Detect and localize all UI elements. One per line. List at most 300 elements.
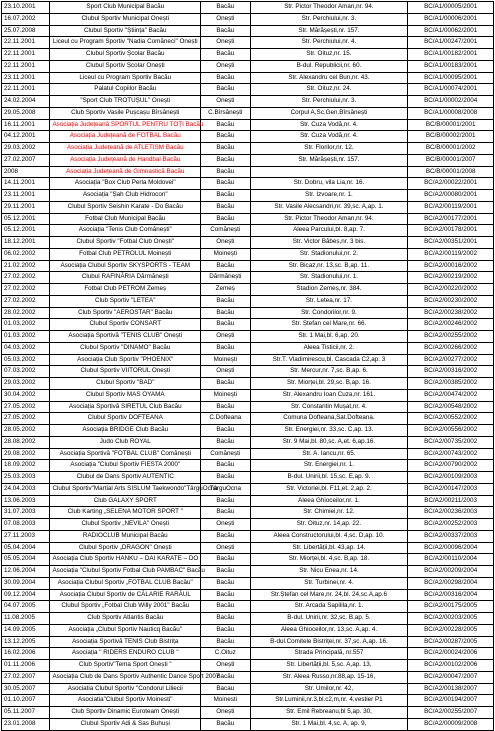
city-cell: Bacău [201,378,251,390]
registration-date-cell: 22.11.2001 [2,84,50,96]
registration-date-cell: 22.11.2001 [2,60,50,72]
registration-date-cell: 31.07.2003 [2,507,50,519]
address-cell: Str. Emil Rebreanu,bl 5,ap. 30, [250,707,408,719]
registration-date-cell: 28.05.2002 [2,425,50,437]
city-cell: Bacău [201,472,251,484]
city-cell: Bacău [201,566,251,578]
city-cell: Onești [201,366,251,378]
address-cell: Str. Dobru, vila Lia,nr. 16. [250,178,408,190]
table-row [2,542,494,554]
registration-code-cell: BC/A2/00277/2002 [408,354,494,366]
registration-date-cell: 29.11.2001 [2,201,50,213]
registration-code-cell: BC/A2/00351/2001 [408,237,494,249]
registration-date-cell: 30.05.2007 [2,683,50,695]
table-row [2,190,494,202]
club-name-cell: Asociația Clubul Sportiv SKYSPORTS - TEAM [50,260,201,272]
table-row [2,13,494,25]
registration-code-cell: BC/A2/00109/2003 [408,472,494,484]
city-cell: Moinești [201,248,251,260]
registration-date-cell: 04.12.2001 [2,131,50,143]
registration-code-cell: BC/B/00001/2002 [408,143,494,155]
city-cell: Onești [201,60,251,72]
city-cell: Onești [201,13,251,25]
registration-code-cell: BC/A2/00219/2002 [408,272,494,284]
registration-date-cell: 13.12.2005 [2,636,50,648]
club-name-cell: Asociația Sportivă "TENIS CLUB" Onești [50,331,201,343]
club-name-cell: Asociația Clubul Sportiv „FOTBAL CLUB Bacău" [50,577,201,589]
registry-table [1,1,494,731]
address-cell: Str. Perchiului,nr. 3. [250,96,408,108]
club-name-cell: Clubul Sportiv „NEVILA" Onești [50,519,201,531]
table-row [2,483,494,495]
registration-code-cell: BC/A2/00230/2002 [408,295,494,307]
city-cell: Bacău [201,201,251,213]
club-name-cell: Asociația Județeană de ATLETISM Bacău [50,143,201,155]
registration-code-cell: BC/A1/00182/2001 [408,49,494,61]
registration-date-cell: 05.11.2007 [2,707,50,719]
address-cell: Str. Energiei,nr. 33,sc. C,ap. 13. [250,425,408,437]
table-row [2,601,494,613]
registration-date-cell: 22.11.2001 [2,49,50,61]
registration-code-cell: BC/A2/00177/2001 [408,213,494,225]
registration-code-cell: BC/A2/00287/2005 [408,636,494,648]
city-cell: Bacău [201,577,251,589]
club-name-cell: Asociația Club Sportiv "PHOENIX" [50,354,201,366]
club-name-cell: Asociația "Tenis Club Comănești" [50,225,201,237]
city-cell: Bacău [201,260,251,272]
table-row [2,60,494,72]
address-cell: Comuna Dofteana,Sat.Dofteana. [250,413,408,425]
registration-date-cell: 29.03.2002 [2,143,50,155]
registration-date-cell: 25.03.2003 [2,472,50,484]
address-cell: Str.Luminii,nr.3,bl.c2,m,nr. 4,vestier P1 [250,695,408,707]
table-row [2,436,494,448]
address-cell: B-dul.Comitele Bistriței,nr. 37,sc. A,ap. 16. [250,636,408,648]
address-cell: Stadion Zemeș,nr. 384. [250,284,408,296]
city-cell: Comănești [201,225,251,237]
registration-date-cell: 16.07.2002 [2,13,50,25]
table-row [2,72,494,84]
city-cell: Onești [201,96,251,108]
table-row [2,683,494,695]
table-row [2,366,494,378]
club-name-cell: Club Sportiv Vasile Pușcașu Bîrsănești [50,107,201,119]
table-row [2,660,494,672]
city-cell: Bacău [201,49,251,61]
registration-date-cell: 27.05.2002 [2,401,50,413]
table-row [2,49,494,61]
table-row [2,636,494,648]
club-name-cell: Asociația "Clubul Sportiv FIESTA 2000" [50,460,201,472]
registration-date-cell: 21.02.2002 [2,260,50,272]
registration-code-cell: BC/A2/00022/2001 [408,178,494,190]
address-cell: B-dul. Unirii,bl. 15,sc. E,ap. 9. [250,472,408,484]
registration-code-cell: BC/A2/00175/2005 [408,601,494,613]
registration-date-cell: 01.10.2007 [2,695,50,707]
city-cell: Bacău [201,589,251,601]
club-name-cell: Asociația Clubul Sportiv de CĂLARIE RARĂUL [50,589,201,601]
city-cell: Moinesti [201,695,251,707]
address-cell: Str. A. Iancu,nr. 65. [250,448,408,460]
table-row [2,237,494,249]
club-name-cell: Asociația Județeană de Handbal Bacău [50,154,201,166]
table-row [2,295,494,307]
club-name-cell: RADIOCLUB Municipal Bacău [50,530,201,542]
registration-date-cell: 04.03.2002 [2,342,50,354]
address-cell: Str. Oituz,nr. 15. [250,49,408,61]
registration-date-cell: 13.06.2003 [2,495,50,507]
club-name-cell: Asociatia"Clubul Sportiv Moinesti" [50,695,201,707]
address-cell: Str. Cuza Vodă,nr. 4. [250,131,408,143]
club-name-cell: Asociația „Clubul Sportiv Nauticq Bacău" [50,624,201,636]
table-row [2,671,494,683]
registration-code-cell: BC/A2/00096/2004 [408,542,494,554]
table-row [2,448,494,460]
table-row [2,695,494,707]
registration-code-cell: BC/A2/00255/2007 [408,707,494,719]
registration-code-cell: BC/A1/00002/2004 [408,96,494,108]
club-name-cell: Clubul Sportiv Școlar Onești [50,60,201,72]
registration-date-cell: 27.11.2003 [2,530,50,542]
registration-date-cell: 23.01.2008 [2,718,50,730]
table-row [2,225,494,237]
city-cell: Bacău [201,436,251,448]
city-cell: Bacău [201,295,251,307]
registration-date-cell: 29.05.2008 [2,107,50,119]
registration-date-cell: 27.02.2002 [2,272,50,284]
registration-code-cell: BC/A1/00008/2008 [408,107,494,119]
table-row [2,307,494,319]
club-name-cell: Club Sportiv "LETEA" [50,295,201,307]
table-row [2,131,494,143]
club-name-cell: Club Sportiv"Tema Sport Onești " [50,660,201,672]
city-cell: Bacău [201,613,251,625]
club-name-cell: Clubul Sportiv „DRAGON" Onești [50,542,201,554]
table-row [2,213,494,225]
club-name-cell: Clubul Sportiv "Fotbal Club Onești" [50,237,201,249]
address-cell: Str. Florilor,nr. 12. [250,143,408,155]
club-name-cell: Clubul Sportiv MAS OYAMA [50,389,201,401]
city-cell: TârguOcna [201,483,251,495]
registration-code-cell: BC/A2/00009/2008 [408,718,494,730]
registration-date-cell: 01.03.2002 [2,319,50,331]
club-name-cell: Asociația Club Sportiv HANKU – DAI KARATE – DO [50,554,201,566]
address-cell: Str. Mărășești,nr. 157. [250,25,408,37]
registration-code-cell: BC/A1/00247/2001 [408,37,494,49]
address-cell: Str. Victoriei,bl. F11,et. 2,ap. 2. [250,483,408,495]
registration-code-cell: BC/A2/00385/2002 [408,378,494,390]
registry-table-body [2,2,494,731]
club-name-cell: Club Sportiv Atlantis Bacău [50,613,201,625]
registration-code-cell: BC/A2/00047/2007 [408,671,494,683]
address-cell: Str. Condorilor,nr. 9. [250,307,408,319]
registration-date-cell: 23.11.2001 [2,72,50,84]
city-cell: Bacău [201,495,251,507]
registration-date-cell: 23.10.2001 [2,2,50,14]
address-cell: Str. Izvoare,nr. 1. [250,190,408,202]
address-cell: Str. Constantin Mușat,nr. 4. [250,401,408,413]
registration-code-cell: BC/A2/00102/2006 [408,660,494,672]
address-cell: Str. Oituz,nr. 14,ap. 22. [250,519,408,531]
registration-date-cell: 25.07.2008 [2,25,50,37]
club-name-cell: Clubul Sportiv "BAD" [50,378,201,390]
table-row [2,96,494,108]
city-cell: Bacău [201,84,251,96]
registration-date-cell: 06.02.2002 [2,248,50,260]
city-cell: Bacău [201,507,251,519]
city-cell: Bacău [201,131,251,143]
table-row [2,166,494,178]
table-row [2,566,494,578]
club-name-cell: Fotbal Club PETROM Zemeș [50,284,201,296]
registration-date-cell: 16.02.2006 [2,648,50,660]
registration-date-cell: 24.02.2004 [2,96,50,108]
registration-code-cell: BC/A2/00228/2005 [408,624,494,636]
city-cell: Bacău [201,636,251,648]
address-cell: Aleea Parcului,bl. 8,ap. 7. [250,225,408,237]
address-cell: Aleea Constructorului,bl. 4,sc. D,ap. 10. [250,530,408,542]
address-cell: Str. Pictor Theodor Aman,nr. 94. [250,2,408,14]
table-row [2,331,494,343]
address-cell: Str. Perchiului,nr. 3. [250,13,408,25]
table-row [2,272,494,284]
address-cell: Str. Bicaz,nr. 13,sc. B,ap. 11. [250,260,408,272]
club-name-cell: "Sport Club TROTUȘUL" Onești [50,96,201,108]
address-cell: Str. 1 Mai,bl. 6,ap. 20. [250,331,408,343]
city-cell: Onești [201,660,251,672]
registration-date-cell: 05.12.2001 [2,225,50,237]
city-cell: Onești [201,237,251,249]
club-name-cell: Liceul cu Program Sportiv Bacău [50,72,201,84]
table-row [2,84,494,96]
table-row [2,342,494,354]
registration-code-cell: BC/A2/00337/2003 [408,530,494,542]
city-cell: Bacău [201,624,251,636]
address-cell: Aleea Tisticii,nr. 2. [250,342,408,354]
registration-date-cell: 07.08.2003 [2,519,50,531]
registration-date-cell: 18.09.2002 [2,460,50,472]
registration-code-cell: BC/A2/00110/2004 [408,554,494,566]
city-cell: Bacău [201,425,251,437]
registration-date-cell: 01.11.2006 [2,660,50,672]
registration-date-cell: 30.09.2004 [2,577,50,589]
city-cell: Bacău [201,460,251,472]
city-cell: C.Bîrsănești [201,107,251,119]
club-name-cell: Asociația Club de Dans Sportiv Authentic Dance Sport 2007 [50,671,201,683]
city-cell: Bacău [201,2,251,14]
registration-code-cell: BC/A2/00790/2002 [408,460,494,472]
registration-code-cell: BC/A2/00220/2002 [408,284,494,296]
table-row [2,401,494,413]
address-cell: Str. Victor Băbeș,nr. 3 bis. [250,237,408,249]
address-cell: Str. Stadionului,nr. 2. [250,248,408,260]
club-name-cell: Palatul Copiilor Bacău [50,84,201,96]
club-name-cell: Asociația Județeană de FOTBAL Bacău [50,131,201,143]
registration-code-cell: BC/A2/00194/2007 [408,695,494,707]
club-name-cell: Clubul de Dans Sportiv AUTENTIC [50,472,201,484]
table-row [2,530,494,542]
city-cell: Bacau [201,683,251,695]
address-cell: Str. Alexandru cel Bun,nr. 43. [250,72,408,84]
registration-code-cell: BC/A2/00119/2001 [408,201,494,213]
registration-code-cell: BC/A2/00548/2002 [408,401,494,413]
club-name-cell: Liceul cu Program Sportiv "Nadia Comăneci" Onești [50,37,201,49]
table-row [2,248,494,260]
club-name-cell: Asociația "Șah Club Hidrocon" [50,190,201,202]
table-row [2,648,494,660]
registration-code-cell: BC/A2/00552/2002 [408,413,494,425]
registration-date-cell: 14.11.2001 [2,178,50,190]
registration-date-cell: 09.12.2004 [2,589,50,601]
registration-date-cell: 05.05.2004 [2,554,50,566]
table-row [2,554,494,566]
registration-date-cell: 27.02.2007 [2,154,50,166]
address-cell: Str. Arcada Sapilila,nr. 1. [250,601,408,613]
table-row [2,143,494,155]
registration-date-cell: 16.11.2001 [2,119,50,131]
club-name-cell: Club Sportiv "AEROSTAR" Bacău [50,307,201,319]
city-cell: Onești [201,37,251,49]
club-name-cell: Asociația Sportivă TENIS Club Bistrița [50,636,201,648]
city-cell: Comănești [201,448,251,460]
city-cell: C.Dofteana [201,413,251,425]
table-row [2,119,494,131]
address-cell: Str. Perchiului,nr. 4. [250,37,408,49]
city-cell: Bacău [201,307,251,319]
registration-code-cell: BC/A2/00119/2002 [408,248,494,260]
registration-date-cell: 24.04.2003 [2,483,50,495]
city-cell: Bacău [201,143,251,155]
table-row [2,107,494,119]
table-row [2,25,494,37]
registration-code-cell: BC/A2/00211/2003 [408,495,494,507]
registration-date-cell: 05.04.2004 [2,542,50,554]
registration-code-cell: BC/A2/00316/2004 [408,589,494,601]
table-row [2,624,494,636]
registration-date-cell: 01.03.2002 [2,331,50,343]
club-name-cell: Clubul Sportiv VIITORUL Onești [50,366,201,378]
city-cell: C.Oituz [201,648,251,660]
registration-date-cell: 27.02.2002 [2,284,50,296]
table-row [2,260,494,272]
club-name-cell: Clubul Sportiv Seishin Karate - Do Bacău [50,201,201,213]
address-cell: Str. Letea,nr. 17. [250,295,408,307]
city-cell: Onești [201,707,251,719]
table-row [2,472,494,484]
registration-code-cell: BC/A2/00266/2002 [408,342,494,354]
address-cell: Str.T. Vladimirescu,bl. Cascada C2,ap. 3 [250,354,408,366]
registration-date-cell: 22.11.2001 [2,37,50,49]
table-row [2,354,494,366]
registration-date-cell: 30.04.2002 [2,389,50,401]
table-row [2,284,494,296]
registration-date-cell: 28.08.2002 [2,436,50,448]
club-name-cell: Club GALAXY SPORT [50,495,201,507]
address-cell: Str. Miorței,bl. 4,sc. B,ap. 18. [250,554,408,566]
registration-code-cell: BC/A2/00255/2002 [408,331,494,343]
table-row [2,201,494,213]
city-cell: Bacău [201,401,251,413]
city-cell: Dărmănești [201,272,251,284]
registration-code-cell: BC/A2/00016/2002 [408,260,494,272]
club-name-cell: Clubul Sportiv CONSART [50,319,201,331]
address-cell: Str. Libertății,bl. 43,ap. 14. [250,542,408,554]
registration-code-cell: BC/A1/00183/2001 [408,60,494,72]
city-cell: Bacău [201,213,251,225]
registration-date-cell: 05.03.2002 [2,354,50,366]
city-cell: Bacău [201,554,251,566]
table-row [2,613,494,625]
address-cell: Str. Mercur,nr. 7,sc. B,ap. 6. [250,366,408,378]
city-cell: Bacău [201,166,251,178]
registration-code-cell: BC/A2/00147/2003 [408,483,494,495]
city-cell: Onești [201,331,251,343]
registration-date-cell: 12.06.2004 [2,566,50,578]
table-row [2,413,494,425]
registration-code-cell: BC/A2/00138/2007 [408,683,494,695]
table-row [2,460,494,472]
registration-date-cell: 18.12.2001 [2,237,50,249]
registration-code-cell: BC/B/00001/2001 [408,119,494,131]
club-name-cell: Clubul Sportiv "Știința" Bacău [50,25,201,37]
club-name-cell: Clubul Sportiv Adi & Sas Buhuși [50,718,201,730]
registration-code-cell: BC/A2/00474/2002 [408,389,494,401]
address-cell: Str. 9 Mai,bl. 80,sc. A,et. 6,ap.16. [250,436,408,448]
city-cell: Bacău [201,178,251,190]
club-name-cell: Club Karting „SELENA MOTOR SPORT " [50,507,201,519]
club-name-cell: Clubul Sportiv DOFTEANA [50,413,201,425]
registration-code-cell: BC/A1/00095/2001 [408,72,494,84]
address-cell: Corpul A,Sc.Gen.Bîrsănești [250,107,408,119]
address-cell: Strada Principală, nr.557 [250,648,408,660]
club-name-cell: Fotbal Club Municipal Bacău [50,213,201,225]
registration-code-cell: BC/A2/00203/2005 [408,613,494,625]
address-cell: Str. Pictor Theodor Aman,nr. 94. [250,213,408,225]
club-name-cell: Asociația Județeană SPORTUL PENTRU TOȚI Bacău [50,119,201,131]
registration-date-cell: 14.09.2005 [2,624,50,636]
address-cell: B-dul. Republicii,nr. 60. [250,60,408,72]
address-cell: Aleea Ghioceilor,nr. 1. [250,495,408,507]
registration-code-cell: BC/A1/00074/2001 [408,84,494,96]
address-cell: Str. Ștefan cel Mare,nr. 66. [250,319,408,331]
city-cell: Moinești [201,389,251,401]
registration-date-cell: 07.03.2002 [2,366,50,378]
address-cell: Str. Energiei,nr. 1. [250,460,408,472]
table-row [2,718,494,730]
registration-date-cell: 29.08.2002 [2,448,50,460]
registration-date-cell: 05.12.2001 [2,213,50,225]
club-name-cell: Sport Club Municipal Bacău [50,2,201,14]
registration-date-cell: 29.03.2002 [2,378,50,390]
registration-code-cell: BC/A2/00316/2002 [408,366,494,378]
table-row [2,389,494,401]
table-row [2,707,494,719]
address-cell: Str. Chimiei,nr. 12. [250,507,408,519]
club-name-cell: Asociatia Clubul Sportiv "Condorul Liliecii [50,683,201,695]
registration-code-cell: BC/A2/00236/2003 [408,507,494,519]
city-cell: Bacău [201,319,251,331]
club-name-cell: Clubul Sportiv"Martial Arts SISLUM Taekwondo"TârguOcna [50,483,201,495]
registration-code-cell: BC/A2/00735/2002 [408,436,494,448]
address-cell: Str. Stadionului,nr. 1. [250,272,408,284]
registration-code-cell: BC/B/00001/2008 [408,166,494,178]
club-name-cell: Asociația "Box Club Perla Moldovei" [50,178,201,190]
table-row [2,37,494,49]
address-cell: Str. Turbinei,nr. 4. [250,577,408,589]
table-row [2,2,494,14]
registration-date-cell: 23.11.2001 [2,190,50,202]
registration-code-cell: BC/A2/00209/2004 [408,566,494,578]
